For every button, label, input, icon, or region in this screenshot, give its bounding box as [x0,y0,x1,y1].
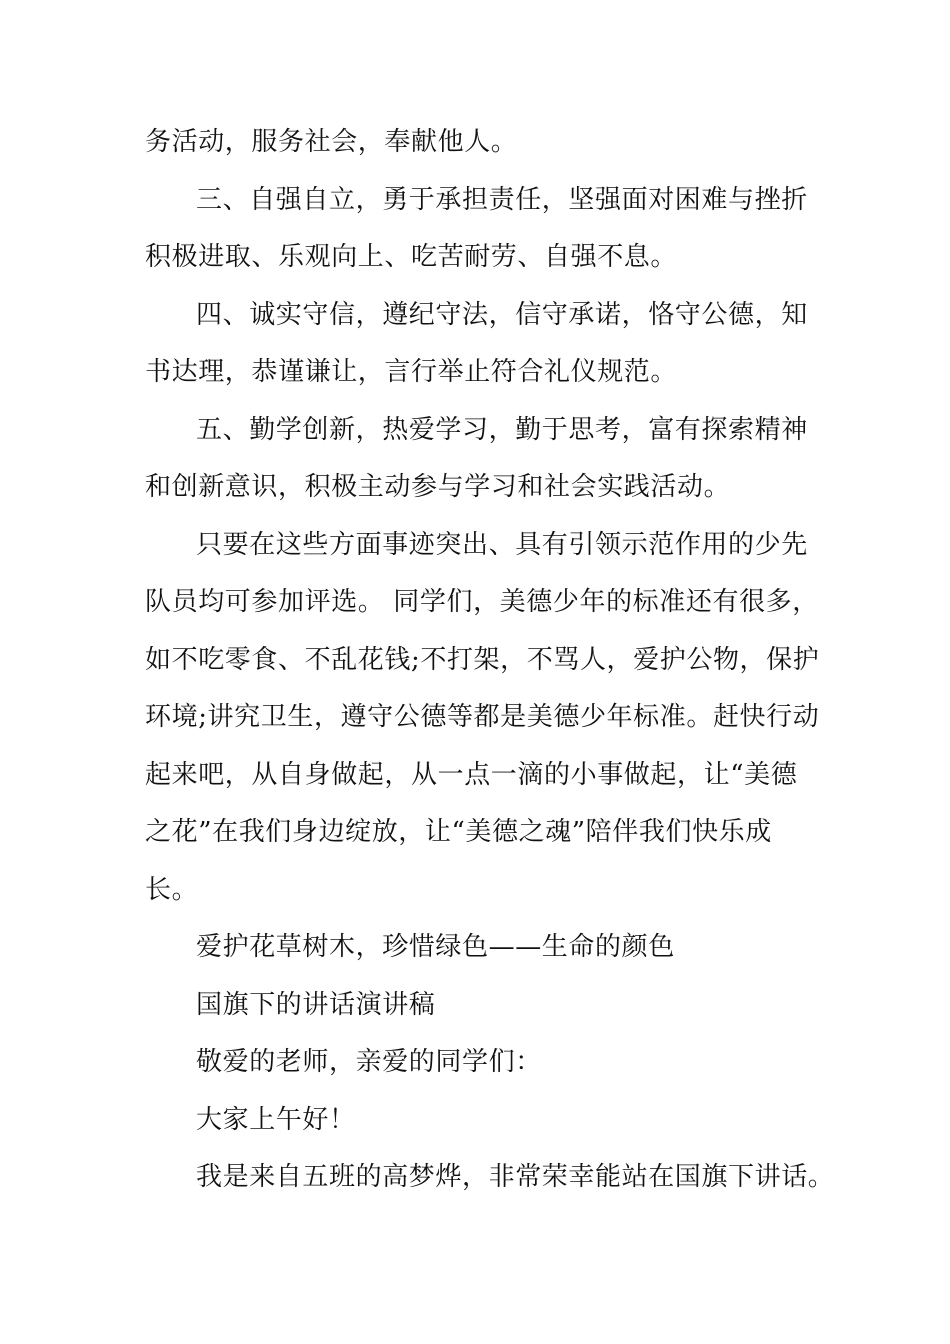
text-line: 务活动，服务社会，奉献他人。 [145,127,518,157]
text-line: 书达理，恭谨谦让，言行举止符合礼仪规范。 [145,357,678,387]
text-line: 四、诚实守信，遵纪守法，信守承诺，恪守公德，知 [196,300,808,330]
text-line: 之花”在我们身边绽放，让“美德之魂”陪伴我们快乐成 [145,817,772,847]
text-line: 只要在这些方面事迹突出、具有引领示范作用的少先 [196,530,808,560]
text-line: 如不吃零食、不乱花钱;不打架，不骂人，爱护公物，保护 [145,645,820,675]
heading-line: 国旗下的讲话演讲稿 [196,990,436,1020]
text-line: 积极进取、乐观向上、吃苦耐劳、自强不息。 [145,242,678,272]
text-line: 起来吧，从自身做起，从一点一滴的小事做起，让“美德 [145,760,798,790]
heading-line: 爱护花草树木，珍惜绿色——生命的颜色 [196,932,675,962]
text-line: 和创新意识，积极主动参与学习和社会实践活动。 [145,472,731,502]
text-line: 队员均可参加评选。 同学们，美德少年的标准还有很多， [145,587,819,617]
greeting-line: 大家上午好！ [196,1105,356,1135]
text-line: 我是来自五班的高梦烨，非常荣幸能站在国旗下讲话。 [196,1162,835,1192]
salutation-line: 敬爱的老师，亲爱的同学们： [196,1047,542,1077]
text-line: 三、自强自立，勇于承担责任，坚强面对困难与挫折 [196,185,808,215]
text-line: 环境;讲究卫生，遵守公德等都是美德少年标准。赶快行动 [145,702,820,732]
text-line: 五、勤学创新，热爱学习，勤于思考，富有探索精神 [196,415,808,445]
text-line: 长。 [145,875,199,905]
